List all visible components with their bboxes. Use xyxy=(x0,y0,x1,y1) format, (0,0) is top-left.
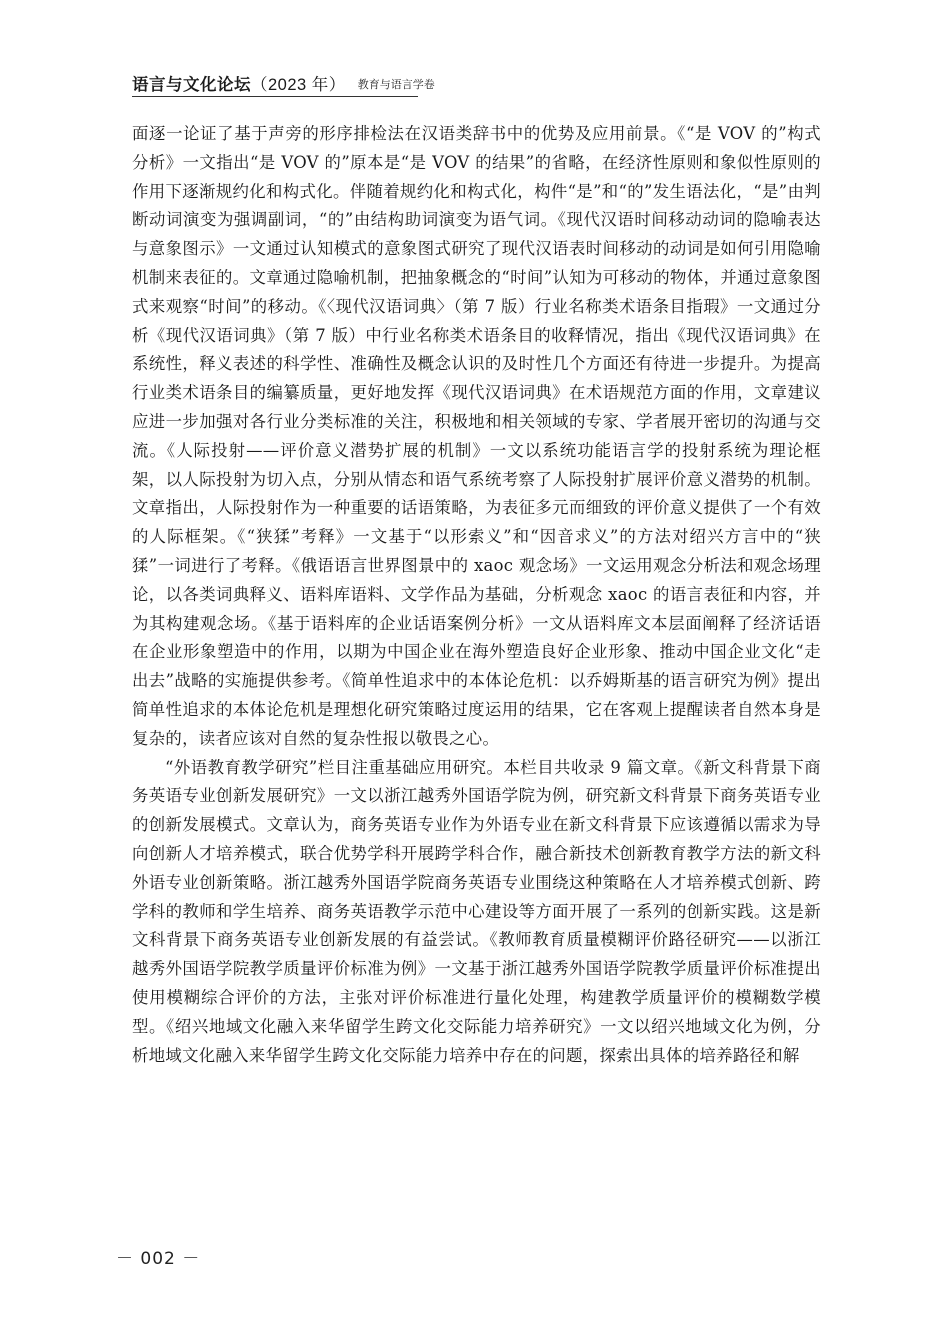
volume-label: 教育与语言学卷 xyxy=(357,78,435,91)
article-body xyxy=(132,120,821,1070)
paragraph-continued: 面逐一论证了基于声旁的形序排检法在汉语类辞书中的优势及应用前景。《“是 VOV 的”构式分析》一文指出“是 VOV 的”原本是“是 VOV 的结果”的省略，在经济性原则和象似性原则的作用下逐渐规约化和构式化。伴随着规约化和构式化，构件“是”和“的”发生语法化，“是”由判断动词演变为强调副词，“的”由结构助词演变为语气词。《现代汉语时间移动动词的隐喻表达与意象图示》一文通过认知模式的意象图式研究了现代汉语表时间移动的动词是如何引用隐喻机制来表征的。文章通过隐喻机制，把抽象概念的“时间”认知为可移动的物体，并通过意象图式来观察“时间”的移动。《〈现代汉语词典〉（第 7 版）行业名称类术语条目指瑕》一文通过分析《现代汉语词典》（第 7 版）中行业名称类术语条目的收释情况，指出《现代汉语词典》在系统性，释义表述的科学性、准确性及概念认识的及时性几个方面还有待进一步提升。为提高行业类术语条目的编纂质量，更好地发挥《现代汉语词典》在术语规范方面的作用，文章建议应进一步加强对各行业分类标准的关注，积极地和相关领域的专家、学者展开密切的沟通与交流。《人际投射——评价意义潜势扩展的机制》一文以系统功能语言学的投射系统为理论框架，以人际投射为切入点，分别从情态和语气系统考察了人际投射扩展评价意义潜势的机制。文章指出，人际投射作为一种重要的话语策略，为表征多元而细致的评价意义提供了一个有效的人际框架。《“狭猱”考释》一文基于“以形索义”和“因音求义”的方法对绍兴方言中的“狭猱”一词进行了考释。《俄语语言世界图景中的 xaoc 观念场》一文运用观念分析法和观念场理论，以各类词典释义、语料库语料、文学作品为基础，分析观念 xaoc 的语言表征和内容，并为其构建观念场。《基于语料库的企业话语案例分析》一文从语料库文本层面阐释了经济话语在企业形象塑造中的作用，以期为中国企业在海外塑造良好企业形象、推动中国企业文化“走出去”战略的实施提供参考。《简单性追求中的本体论危机：以乔姆斯基的语言研究为例》提出简单性追求的本体论危机是理想化研究策略过度运用的结果，它在客观上提醒读者自然本身是复杂的，读者应该对自然的复杂性报以敬畏之心。 xyxy=(132,124,821,748)
running-header xyxy=(132,60,435,96)
header-divider xyxy=(132,96,418,97)
journal-title xyxy=(132,74,346,96)
paragraph: “外语教育教学研究”栏目注重基础应用研究。本栏目共收录 9 篇文章。《新文科背景下商务英语专业创新发展研究》一文以浙江越秀外国语学院为例，研究新文科背景下商务英语专业的创新发展模式。文章认为，商务英语专业作为外语专业在新文科背景下应该遵循以需求为导向创新人才培养模式，联合优势学科开展跨学科合作，融合新技术创新教育教学方法的新文科外语专业创新策略。浙江越秀外国语学院商务英语专业围绕这种策略在人才培养模式创新、跨学科的教师和学生培养、商务英语教学示范中心建设等方面开展了一系列的创新实践。这是新文科背景下商务英语专业创新发展的有益尝试。《教师教育质量模糊评价路径研究——以浙江越秀外国语学院教学质量评价标准为例》一文基于浙江越秀外国语学院教学质量评价标准提出使用模糊综合评价的方法，主张对评价标准进行量化处理，构建教学质量评价的模糊数学模型。《绍兴地域文化融入来华留学生跨文化交际能力培养研究》一文以绍兴地域文化为例，分析地域文化融入来华留学生跨文化交际能力培养中存在的问题，探索出具体的培养路径和解 xyxy=(132,757,821,1065)
page-number: － 002 － xyxy=(116,1249,201,1269)
journal-title-main: 语言与文化论坛 xyxy=(132,75,251,94)
journal-title-year: （2023 年） xyxy=(251,76,346,94)
